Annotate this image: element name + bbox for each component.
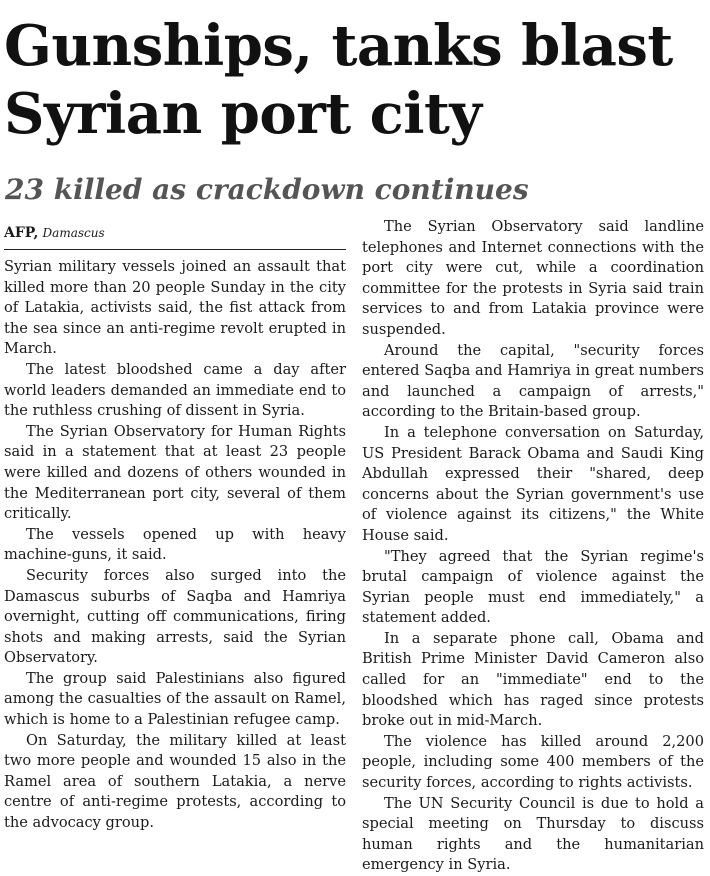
paragraph: The vessels opened up with heavy machine-guns, it said.: [4, 525, 346, 564]
paragraph: On Saturday, the military killed at least two more people and wounded 15 also in the Ramel area of southern Latakia, a nerve centre of anti-regime protests, according to the advocacy group.: [4, 731, 346, 832]
headline-line-2: Syrian port city: [4, 81, 482, 147]
paragraph: Syrian military vessels joined an assault that killed more than 20 people Sunday in the city of Latakia, activists said, the fist attack from the sea since an anti-regime revolt erupted in March.: [4, 258, 346, 358]
paragraph: The UN Security Council is due to hold a special meeting on Thursday to discuss human rights and the humanitarian emergency in Syria.: [362, 794, 704, 874]
article-column-left: [4, 257, 346, 834]
paragraph: Around the capital, "security forces entered Saqba and Hamriya in great numbers and launched a campaign of arrests," according to the Britain-based group.: [362, 341, 704, 421]
paragraph: Security forces also surged into the Damascus suburbs of Saqba and Hamriya overnight, cutting off communications, firing shots and making arrests, said the Syrian Observatory.: [4, 566, 346, 667]
paragraph: The Syrian Observatory said landline telephones and Internet connections with the port city were cut, while a coordination committee for the protests in Syria said train services to and from Latakia province were suspended.: [362, 218, 704, 338]
paragraph: In a separate phone call, Obama and British Prime Minister David Cameron also called for an "immediate" end to the bloodshed which has raged since protests broke out in mid-March.: [362, 629, 704, 730]
paragraph: The violence has killed around 2,200 people, including some 400 members of the security forces, according to rights activists.: [362, 732, 704, 792]
article-column-right: [362, 217, 704, 876]
byline-location: Damascus: [42, 226, 105, 240]
byline-agency: AFP,: [4, 225, 39, 241]
headline-line-1: Gunships, tanks blast: [4, 13, 673, 79]
headline: [4, 12, 704, 148]
paragraph: The Syrian Observatory for Human Rights said in a statement that at least 23 people were killed and dozens of others wounded in the Mediterranean port city, several of them critically.: [4, 422, 346, 523]
paragraph: The latest bloodshed came a day after world leaders demanded an immediate end to the ruthless crushing of dissent in Syria.: [4, 360, 346, 420]
byline: [4, 224, 346, 250]
paragraph: The group said Palestinians also figured among the casualties of the assault on Ramel, which is home to a Palestinian refugee camp.: [4, 669, 346, 729]
paragraph: "They agreed that the Syrian regime's brutal campaign of violence against the Syrian people must end immediately," a statement added.: [362, 547, 704, 627]
subheadline: 23 killed as crackdown continues: [5, 173, 529, 206]
paragraph: In a telephone conversation on Saturday, US President Barack Obama and Saudi King Abdullah expressed their "shared, deep concerns about the Syrian government's use of violence against its citizens," the White House said.: [362, 423, 704, 544]
